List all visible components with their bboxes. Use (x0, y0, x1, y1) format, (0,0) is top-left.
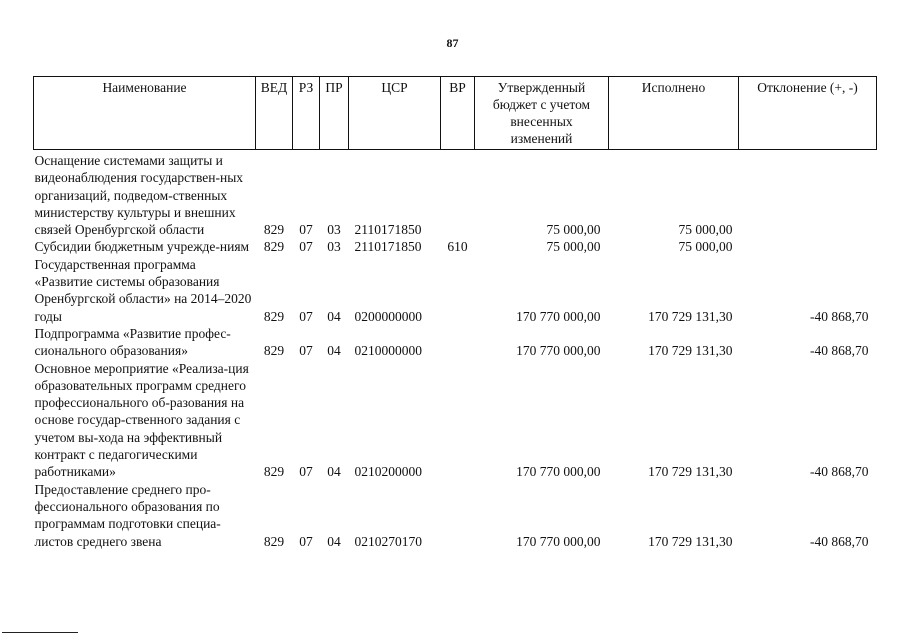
row-vr (441, 325, 475, 360)
row-name: Государственная программа «Развитие системы образования Оренбургской области» на 2014–2020 годы (34, 256, 252, 324)
row-ved: 829 (263, 239, 285, 255)
footnote-divider (2, 632, 78, 633)
row-rz: 07 (299, 533, 313, 549)
row-csr: 2110171850 (354, 239, 422, 255)
row-csr: 0210270170 (354, 533, 422, 549)
row-ved: 829 (263, 343, 285, 359)
row-executed: 170 729 131,30 (648, 533, 733, 549)
row-budget: 170 770 000,00 (516, 464, 601, 480)
header-executed: Исполнено (609, 77, 739, 150)
row-csr: 0210000000 (354, 343, 422, 359)
row-pr: 03 (327, 222, 341, 238)
table-header (34, 77, 877, 150)
row-rz: 07 (299, 239, 313, 255)
row-pr: 04 (327, 308, 341, 324)
row-budget: 170 770 000,00 (516, 533, 601, 549)
row-csr: 0210200000 (354, 464, 422, 480)
row-executed: 75 000,00 (678, 222, 733, 238)
row-name: Оснащение системами защиты и видеонаблюдения государствен-ных организаций, подведом-ственных министерству культуры и внешних связей Оренбургской области (34, 153, 244, 238)
row-name: Основное мероприятие «Реализа-ция образовательных программ среднего профессионального об-разования на основе государ-ственного задания с учетом вы-хода на эффективный контракт с педагогическими работниками» (34, 360, 249, 480)
row-csr: 2110171850 (354, 222, 422, 238)
header-ved: ВЕД (256, 77, 293, 150)
row-budget: 75 000,00 (546, 239, 601, 255)
table-body (34, 150, 877, 550)
row-executed: 75 000,00 (678, 239, 733, 255)
row-csr: 0200000000 (354, 308, 422, 324)
row-rz: 07 (299, 308, 313, 324)
table-row (34, 150, 877, 239)
row-rz: 07 (299, 222, 313, 238)
header-csr: ЦСР (349, 77, 441, 150)
row-ved: 829 (263, 464, 285, 480)
row-ved: 829 (263, 308, 285, 324)
header-vr: ВР (441, 77, 475, 150)
row-pr: 04 (327, 343, 341, 359)
row-vr (441, 256, 475, 325)
row-name: Предоставление среднего про-фессионального образования по программам подготовки специа-листов среднего звена (34, 481, 221, 549)
row-budget: 75 000,00 (546, 222, 601, 238)
row-vr (441, 150, 475, 239)
row-name: Подпрограмма «Развитие профес-сионального образования» (34, 325, 231, 359)
row-pr: 03 (327, 239, 341, 255)
header-deviation: Отклонение (+, -) (739, 77, 877, 150)
row-ved: 829 (263, 533, 285, 549)
row-vr: 610 (447, 239, 468, 255)
row-vr (441, 481, 475, 550)
row-deviation: -40 868,70 (810, 308, 869, 324)
page-number: 87 (446, 36, 459, 50)
row-rz: 07 (299, 464, 313, 480)
row-executed: 170 729 131,30 (648, 343, 733, 359)
header-pr: ПР (320, 77, 349, 150)
row-deviation: -40 868,70 (810, 464, 869, 480)
row-rz: 07 (299, 343, 313, 359)
row-name: Субсидии бюджетным учрежде-ниям (34, 239, 250, 255)
row-ved: 829 (263, 222, 285, 238)
row-budget: 170 770 000,00 (516, 308, 601, 324)
row-deviation (739, 150, 877, 239)
row-deviation: -40 868,70 (810, 343, 869, 359)
row-vr (441, 360, 475, 481)
header-rz: РЗ (293, 77, 320, 150)
row-deviation: -40 868,70 (810, 533, 869, 549)
table-row (34, 325, 877, 360)
budget-table (33, 76, 877, 550)
table-row (34, 481, 877, 550)
header-budget: Утвержденный бюджет с учетом внесенных изменений (475, 77, 609, 150)
row-pr: 04 (327, 464, 341, 480)
table-row (34, 238, 877, 255)
table-row (34, 360, 877, 481)
row-executed: 170 729 131,30 (648, 308, 733, 324)
row-deviation (739, 238, 877, 255)
table-row (34, 256, 877, 325)
row-pr: 04 (327, 533, 341, 549)
row-budget: 170 770 000,00 (516, 343, 601, 359)
header-name: Наименование (34, 77, 256, 150)
row-executed: 170 729 131,30 (648, 464, 733, 480)
